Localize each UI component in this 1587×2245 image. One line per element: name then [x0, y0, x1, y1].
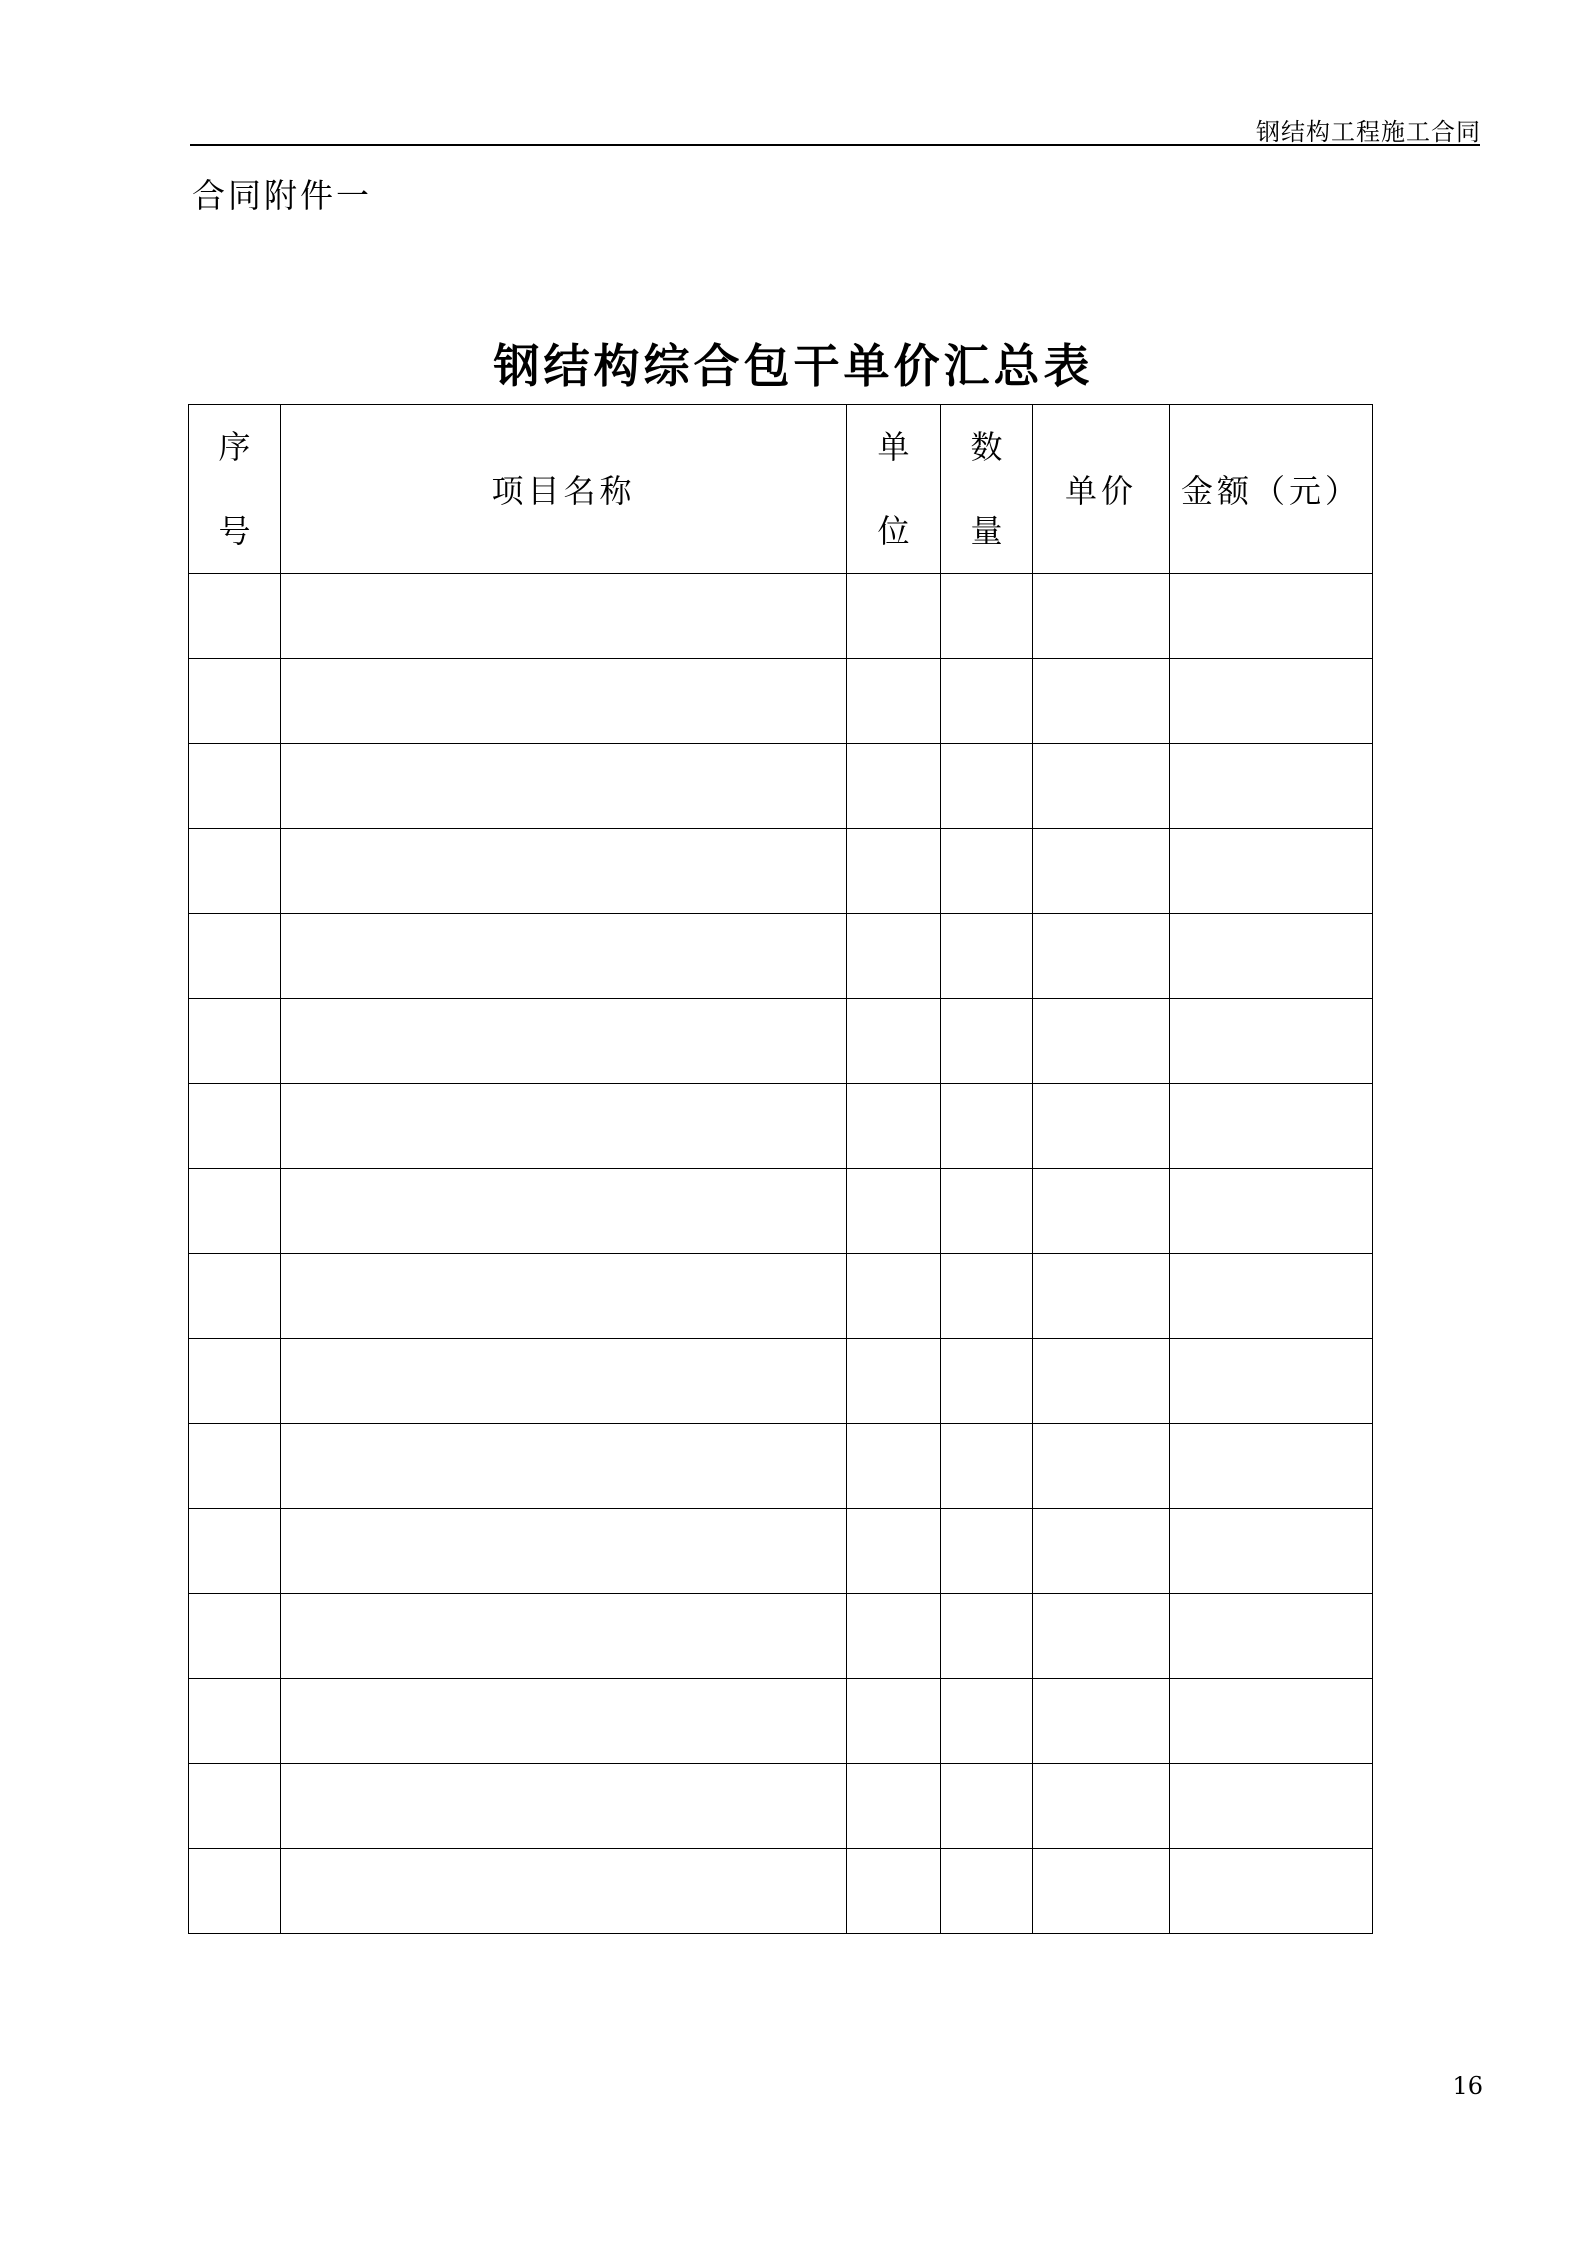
index-cell — [189, 574, 281, 659]
index-cell — [189, 1254, 281, 1339]
item-name-cell — [281, 1849, 847, 1934]
unit-cell — [847, 1679, 941, 1764]
item-name-cell — [281, 1339, 847, 1424]
column-header-quantity — [941, 405, 1033, 574]
quantity-cell — [941, 1424, 1033, 1509]
table-row — [189, 829, 1373, 914]
index-cell — [189, 1339, 281, 1424]
unit-cell — [847, 574, 941, 659]
table-row — [189, 574, 1373, 659]
unit-cell — [847, 744, 941, 829]
running-header-title: 钢结构工程施工合同 — [1256, 118, 1481, 146]
table-header-row — [189, 405, 1373, 574]
quantity-cell — [941, 999, 1033, 1084]
unit-price-cell — [1033, 1849, 1170, 1934]
unit-cell — [847, 1849, 941, 1934]
unit-cell — [847, 1509, 941, 1594]
unit-cell — [847, 1339, 941, 1424]
quantity-cell — [941, 1254, 1033, 1339]
column-header-unit — [847, 405, 941, 574]
column-header-index — [189, 405, 281, 574]
unit-cell — [847, 659, 941, 744]
index-cell — [189, 1169, 281, 1254]
index-cell — [189, 914, 281, 999]
quantity-cell — [941, 574, 1033, 659]
unit-cell — [847, 914, 941, 999]
item-name-cell — [281, 914, 847, 999]
quantity-cell — [941, 1509, 1033, 1594]
index-cell — [189, 659, 281, 744]
item-name-cell — [281, 1679, 847, 1764]
table-row — [189, 999, 1373, 1084]
table-row — [189, 659, 1373, 744]
index-cell — [189, 1594, 281, 1679]
table-row — [189, 1339, 1373, 1424]
unit-price-cell — [1033, 1084, 1170, 1169]
item-name-cell — [281, 999, 847, 1084]
index-cell — [189, 1849, 281, 1934]
amount-cell — [1170, 574, 1373, 659]
unit-cell — [847, 1764, 941, 1849]
index-cell — [189, 744, 281, 829]
amount-cell — [1170, 1594, 1373, 1679]
item-name-cell — [281, 1254, 847, 1339]
table-row — [189, 1254, 1373, 1339]
column-header-item-name: 项目名称 — [281, 405, 847, 574]
unit-price-cell — [1033, 1254, 1170, 1339]
amount-cell — [1170, 1849, 1373, 1934]
table-body — [189, 574, 1373, 1934]
table-row — [189, 1679, 1373, 1764]
amount-cell — [1170, 1424, 1373, 1509]
table-row — [189, 1169, 1373, 1254]
unit-price-cell — [1033, 914, 1170, 999]
column-header-quantity-line1: 数 — [970, 428, 1003, 466]
unit-price-cell — [1033, 1339, 1170, 1424]
column-header-unit-line2: 位 — [877, 512, 910, 550]
amount-cell — [1170, 744, 1373, 829]
quantity-cell — [941, 1594, 1033, 1679]
column-header-quantity-line2: 量 — [970, 512, 1003, 550]
amount-cell — [1170, 914, 1373, 999]
unit-price-cell — [1033, 999, 1170, 1084]
index-cell — [189, 1084, 281, 1169]
table-row — [189, 1424, 1373, 1509]
item-name-cell — [281, 1594, 847, 1679]
amount-cell — [1170, 1169, 1373, 1254]
amount-cell — [1170, 1254, 1373, 1339]
quantity-cell — [941, 1339, 1033, 1424]
unit-cell — [847, 1254, 941, 1339]
table-row — [189, 1594, 1373, 1679]
index-cell — [189, 1424, 281, 1509]
amount-cell — [1170, 1339, 1373, 1424]
table-title: 钢结构综合包干单价汇总表 — [493, 339, 1094, 393]
unit-price-cell — [1033, 744, 1170, 829]
amount-cell — [1170, 659, 1373, 744]
unit-cell — [847, 1424, 941, 1509]
quantity-cell — [941, 744, 1033, 829]
header-divider — [190, 144, 1480, 146]
column-header-index-line1: 序 — [218, 428, 251, 466]
index-cell — [189, 1679, 281, 1764]
item-name-cell — [281, 1764, 847, 1849]
unit-price-cell — [1033, 574, 1170, 659]
index-cell — [189, 999, 281, 1084]
table-row — [189, 1509, 1373, 1594]
table-row — [189, 914, 1373, 999]
item-name-cell — [281, 1509, 847, 1594]
unit-price-cell — [1033, 829, 1170, 914]
unit-price-summary-table — [188, 404, 1373, 1934]
unit-cell — [847, 1594, 941, 1679]
amount-cell — [1170, 1679, 1373, 1764]
index-cell — [189, 1764, 281, 1849]
quantity-cell — [941, 659, 1033, 744]
unit-price-cell — [1033, 1169, 1170, 1254]
column-header-index-line2: 号 — [218, 512, 251, 550]
column-header-unit-price: 单价 — [1033, 405, 1170, 574]
column-header-amount: 金额（元） — [1170, 405, 1373, 574]
attachment-label: 合同附件一 — [192, 176, 372, 215]
item-name-cell — [281, 744, 847, 829]
item-name-cell — [281, 659, 847, 744]
index-cell — [189, 829, 281, 914]
index-cell — [189, 1509, 281, 1594]
unit-cell — [847, 1084, 941, 1169]
page-number: 16 — [1452, 2072, 1483, 2100]
unit-price-cell — [1033, 659, 1170, 744]
table-row — [189, 1849, 1373, 1934]
quantity-cell — [941, 829, 1033, 914]
quantity-cell — [941, 914, 1033, 999]
item-name-cell — [281, 574, 847, 659]
unit-price-cell — [1033, 1679, 1170, 1764]
column-header-unit-line1: 单 — [877, 428, 910, 466]
amount-cell — [1170, 1509, 1373, 1594]
unit-price-cell — [1033, 1594, 1170, 1679]
table-row — [189, 1084, 1373, 1169]
quantity-cell — [941, 1084, 1033, 1169]
amount-cell — [1170, 1764, 1373, 1849]
quantity-cell — [941, 1764, 1033, 1849]
item-name-cell — [281, 1169, 847, 1254]
amount-cell — [1170, 829, 1373, 914]
quantity-cell — [941, 1169, 1033, 1254]
unit-cell — [847, 1169, 941, 1254]
table-row — [189, 1764, 1373, 1849]
unit-cell — [847, 999, 941, 1084]
quantity-cell — [941, 1849, 1033, 1934]
unit-cell — [847, 829, 941, 914]
amount-cell — [1170, 999, 1373, 1084]
item-name-cell — [281, 829, 847, 914]
quantity-cell — [941, 1679, 1033, 1764]
unit-price-cell — [1033, 1764, 1170, 1849]
amount-cell — [1170, 1084, 1373, 1169]
unit-price-cell — [1033, 1509, 1170, 1594]
table-row — [189, 744, 1373, 829]
item-name-cell — [281, 1424, 847, 1509]
unit-price-cell — [1033, 1424, 1170, 1509]
item-name-cell — [281, 1084, 847, 1169]
